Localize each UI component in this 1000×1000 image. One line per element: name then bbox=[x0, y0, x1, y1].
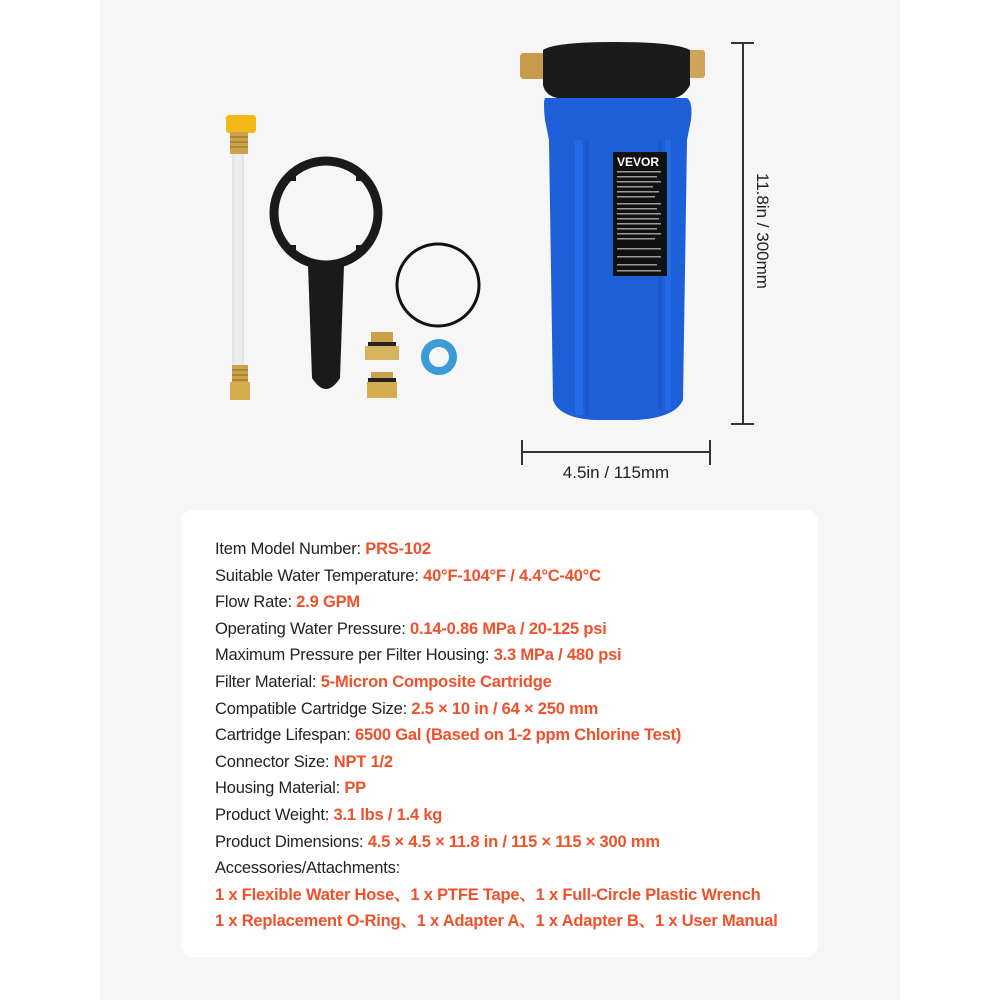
spec-value: 3.1 lbs / 1.4 kg bbox=[333, 805, 443, 824]
filter-housing-illustration bbox=[515, 40, 715, 430]
spec-row-flow-rate bbox=[215, 589, 778, 616]
spec-value: 6500 Gal (Based on 1-2 ppm Chlorine Test) bbox=[355, 726, 682, 745]
accessories-line-1: 1 x Flexible Water Hose、1 x PTFE Tape、1 x Full-Circle Plastic Wrench bbox=[215, 885, 761, 904]
width-dim-right-cap bbox=[709, 440, 711, 465]
spec-label: Flow Rate: bbox=[215, 593, 297, 612]
ptfe-tape-icon bbox=[425, 343, 453, 371]
brand-label: VEVOR bbox=[617, 155, 660, 169]
spec-row-dimensions bbox=[215, 829, 778, 856]
spec-value: 3.3 MPa / 480 psi bbox=[493, 646, 622, 665]
height-dim-line bbox=[742, 42, 744, 425]
spec-label: Cartridge Lifespan: bbox=[215, 726, 355, 745]
spec-label: Connector Size: bbox=[215, 752, 334, 771]
spec-value: NPT 1/2 bbox=[333, 752, 393, 771]
spec-label: Operating Water Pressure: bbox=[215, 619, 411, 638]
water-hose-icon bbox=[226, 115, 256, 400]
spec-card bbox=[181, 510, 818, 957]
wrench-icon bbox=[274, 161, 378, 389]
inlet-connector-icon bbox=[520, 53, 545, 79]
o-ring-icon bbox=[397, 244, 479, 326]
spec-label: Maximum Pressure per Filter Housing: bbox=[215, 646, 494, 665]
spec-row-filter-material bbox=[215, 669, 778, 696]
spec-row-model bbox=[215, 536, 778, 563]
spec-value: 40°F-104°F / 4.4°C-40°C bbox=[423, 566, 601, 585]
spec-row-connector-size bbox=[215, 749, 778, 776]
spec-row-housing-material bbox=[215, 775, 778, 802]
spec-label: Product Dimensions: bbox=[215, 832, 368, 851]
accessories-heading: Accessories/Attachments: bbox=[215, 859, 401, 878]
spec-list bbox=[215, 536, 778, 935]
spec-label: Compatible Cartridge Size: bbox=[215, 699, 412, 718]
spec-value: 2.9 GPM bbox=[296, 593, 360, 612]
spec-row-temperature bbox=[215, 563, 778, 590]
width-dimension-label: 4.5in / 115mm bbox=[562, 463, 670, 482]
spec-row-operating-pressure bbox=[215, 616, 778, 643]
spec-row-max-pressure bbox=[215, 642, 778, 669]
spec-label: Filter Material: bbox=[215, 672, 321, 691]
spec-value: 4.5 × 4.5 × 11.8 in / 115 × 115 × 300 mm bbox=[367, 832, 660, 851]
spec-label: Product Weight: bbox=[215, 805, 334, 824]
spec-label: Housing Material: bbox=[215, 779, 345, 798]
adapter-b-icon bbox=[367, 372, 397, 398]
spec-value: 2.5 × 10 in / 64 × 250 mm bbox=[411, 699, 599, 718]
width-dim-line bbox=[521, 451, 711, 453]
spec-value: PP bbox=[344, 779, 366, 798]
spec-row-weight bbox=[215, 802, 778, 829]
accessories-line-2: 1 x Replacement O-Ring、1 x Adapter A、1 x Adapter B、1 x User Manual bbox=[215, 912, 778, 931]
height-dim-bottom-cap bbox=[731, 423, 754, 425]
height-dimension-label: 11.8in / 300mm bbox=[753, 173, 772, 289]
spec-row-cartridge-lifespan bbox=[215, 722, 778, 749]
filter-cap-icon bbox=[543, 42, 690, 98]
spec-label: Suitable Water Temperature: bbox=[215, 566, 424, 585]
spec-value: 0.14-0.86 MPa / 20-125 psi bbox=[410, 619, 607, 638]
spec-label: Item Model Number: bbox=[215, 540, 366, 558]
spec-value: 5-Micron Composite Cartridge bbox=[320, 672, 552, 691]
adapter-a-icon bbox=[365, 332, 399, 360]
spec-row-cartridge-size bbox=[215, 696, 778, 723]
accessories-illustration bbox=[190, 110, 490, 410]
spec-value: PRS-102 bbox=[365, 540, 431, 558]
